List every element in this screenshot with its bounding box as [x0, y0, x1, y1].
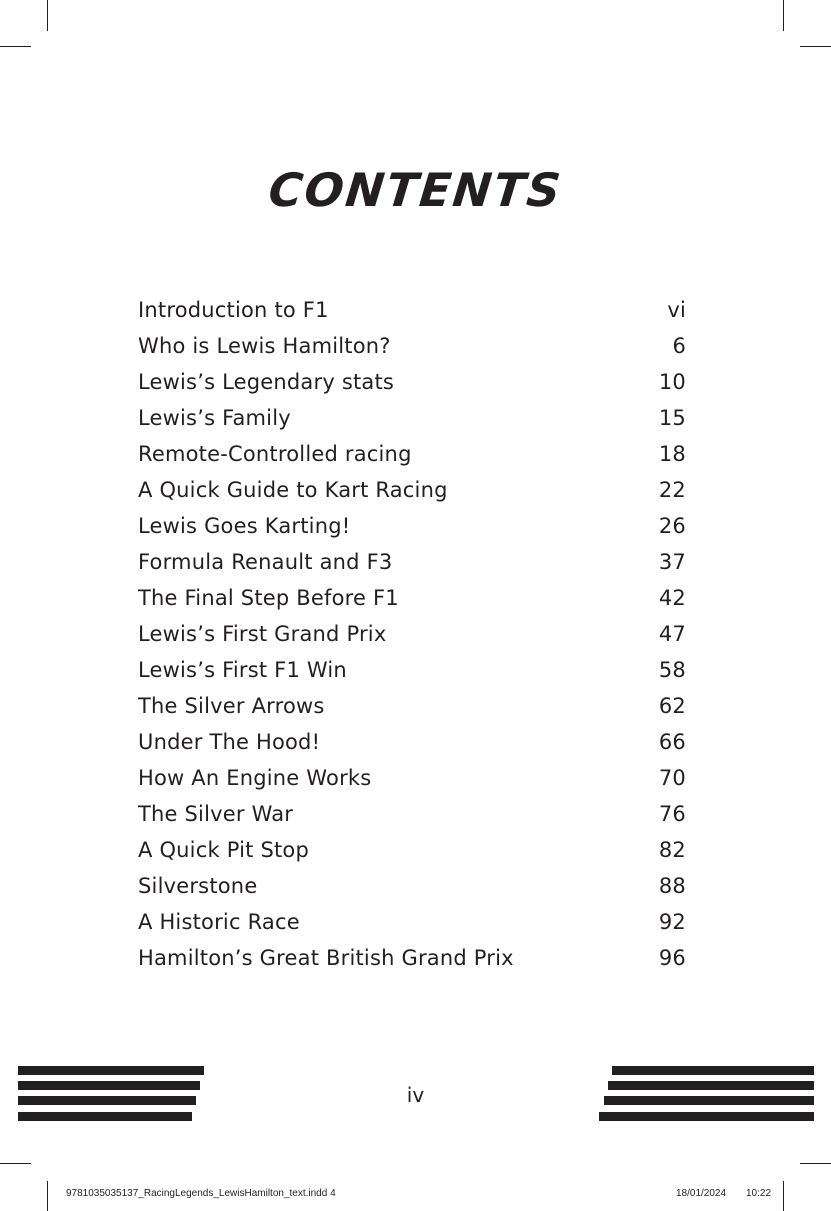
toc-entry-title: Introduction to F1 [138, 298, 329, 322]
toc-entry-title: A Quick Guide to Kart Racing [138, 478, 448, 502]
slug-filename: 9781035035137_RacingLegends_LewisHamilton_text.indd 4 [66, 1188, 336, 1199]
crop-mark [800, 1163, 831, 1164]
crop-mark [800, 46, 831, 47]
toc-entry [138, 616, 686, 652]
toc-entry-title: The Silver Arrows [138, 694, 325, 718]
toc-entry [138, 436, 686, 472]
crop-mark [783, 0, 784, 31]
toc-entry-title: Silverstone [138, 874, 258, 898]
toc-entry [138, 292, 686, 328]
toc-entry-page: 70 [658, 766, 686, 790]
toc-entry-title: Lewis’s Legendary stats [138, 370, 395, 394]
toc-entry-title: A Quick Pit Stop [138, 838, 309, 862]
toc-entry [138, 796, 686, 832]
toc-entry-page: 47 [658, 622, 686, 646]
toc-entry-page: 66 [658, 730, 686, 754]
toc-entry [138, 832, 686, 868]
toc-entry-page: 92 [658, 910, 686, 934]
toc-entry-title: A Historic Race [138, 910, 300, 934]
crop-mark [47, 1181, 48, 1211]
crop-mark [0, 1163, 31, 1164]
stripe [599, 1112, 814, 1121]
toc-entry-page: 42 [658, 586, 686, 610]
toc-entry [138, 904, 686, 940]
crop-mark [47, 0, 48, 31]
toc-entry-page: 10 [658, 370, 686, 394]
toc-entry [138, 724, 686, 760]
toc-entry-page: 58 [658, 658, 686, 682]
toc-entry [138, 760, 686, 796]
toc-entry-page: 6 [672, 334, 686, 358]
toc-entry-page: 88 [658, 874, 686, 898]
page-number: iv [406, 1083, 425, 1107]
toc-entry [138, 364, 686, 400]
toc-entry [138, 544, 686, 580]
toc-entry-title: Lewis’s Family [138, 406, 291, 430]
toc-entry-title: Who is Lewis Hamilton? [138, 334, 391, 358]
toc-entry [138, 472, 686, 508]
toc-entry [138, 508, 686, 544]
stripe [18, 1066, 204, 1075]
toc-entry-title: How An Engine Works [138, 766, 372, 790]
toc-entry-page: 15 [658, 406, 686, 430]
toc-entry-page: 96 [658, 946, 686, 970]
toc-entry-page: vi [667, 298, 686, 322]
toc-entry [138, 328, 686, 364]
toc-entry [138, 652, 686, 688]
toc-entry-title: Hamilton’s Great British Grand Prix [138, 946, 514, 970]
stripe [612, 1066, 814, 1075]
stripe [18, 1112, 192, 1121]
toc-entry [138, 868, 686, 904]
toc-entry [138, 400, 686, 436]
table-of-contents [138, 292, 686, 976]
toc-entry [138, 580, 686, 616]
crop-mark [783, 1181, 784, 1211]
toc-entry-title: The Final Step Before F1 [138, 586, 399, 610]
toc-entry [138, 688, 686, 724]
toc-entry [138, 940, 686, 976]
toc-entry-title: Remote-Controlled racing [138, 442, 412, 466]
toc-entry-page: 37 [658, 550, 686, 574]
toc-entry-title: The Silver War [138, 802, 294, 826]
slug-date: 18/01/2024 [676, 1188, 727, 1199]
toc-entry-page: 22 [658, 478, 686, 502]
toc-entry-page: 62 [658, 694, 686, 718]
toc-entry-page: 26 [658, 514, 686, 538]
crop-mark [0, 46, 31, 47]
toc-entry-page: 18 [658, 442, 686, 466]
slug-time: 10:22 [746, 1188, 772, 1199]
toc-entry-title: Lewis’s First Grand Prix [138, 622, 387, 646]
toc-entry-page: 76 [658, 802, 686, 826]
toc-entry-page: 82 [658, 838, 686, 862]
toc-entry-title: Lewis Goes Karting! [138, 514, 351, 538]
toc-entry-title: Under The Hood! [138, 730, 321, 754]
page-title: CONTENTS [266, 163, 565, 217]
toc-entry-title: Lewis’s First F1 Win [138, 658, 347, 682]
toc-entry-title: Formula Renault and F3 [138, 550, 393, 574]
